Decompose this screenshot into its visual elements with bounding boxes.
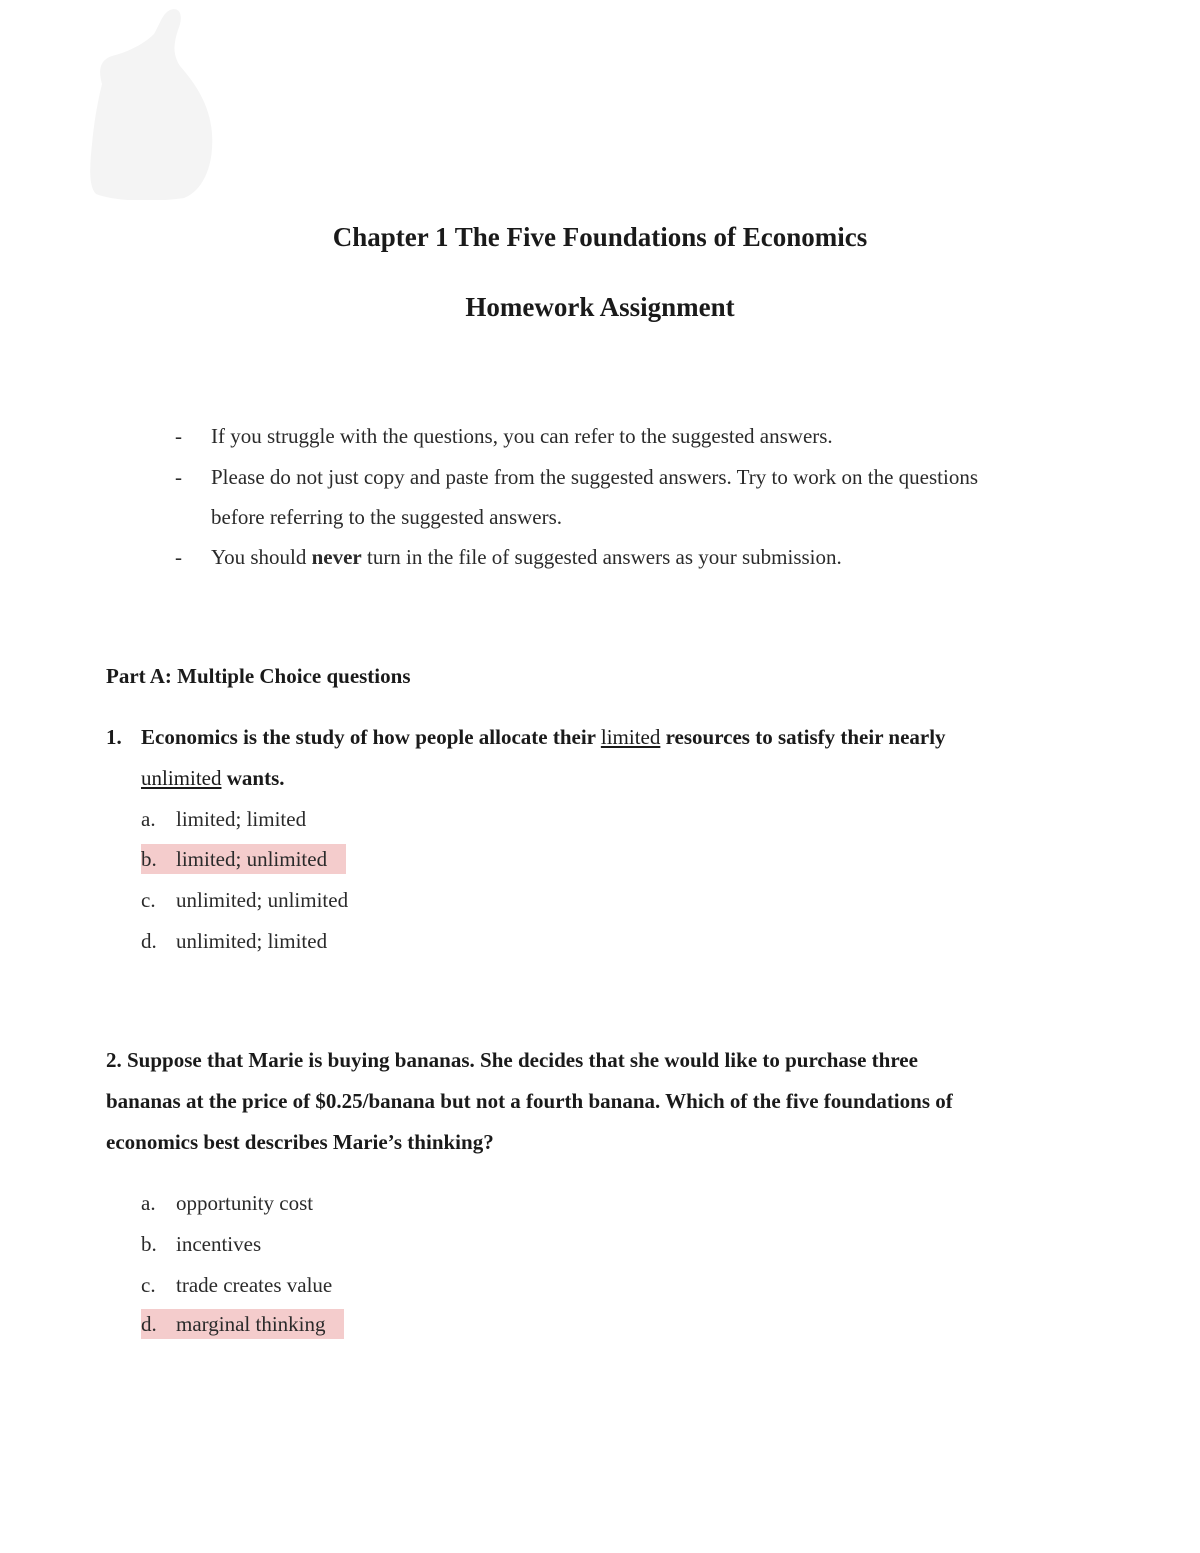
question-text-line: bananas at the price of $0.25/banana but not a fourth banana. Which of the five foundations of <box>106 1089 953 1113</box>
list-dash: - <box>175 424 182 448</box>
answer-option-highlighted[interactable] <box>141 844 346 874</box>
watermark-hand-graphic <box>88 4 218 200</box>
note-item <box>175 457 1095 537</box>
option-text: trade creates value <box>176 1273 333 1297</box>
question-text-line <box>141 725 946 750</box>
answer-option[interactable] <box>141 926 327 956</box>
option-text: limited; limited <box>176 807 307 831</box>
list-dash: - <box>175 465 182 489</box>
section-heading: Part A: Multiple Choice questions <box>106 664 411 688</box>
question-text: Suppose that Marie is buying bananas. She decides that she would like to purchase three <box>127 1048 918 1072</box>
answer-option[interactable] <box>141 1270 332 1300</box>
list-dash: - <box>175 545 182 569</box>
question-text: Economics is the study of how people allocate their <box>141 725 601 749</box>
answer-option[interactable] <box>141 885 348 915</box>
option-letter: d. <box>141 1312 157 1336</box>
question-text: wants. <box>221 766 285 790</box>
note-emphasis: never <box>311 545 362 569</box>
option-letter: b. <box>141 1232 157 1256</box>
option-letter: c. <box>141 1273 156 1297</box>
note-text-line: Please do not just copy and paste from the suggested answers. Try to work on the questions <box>211 465 978 489</box>
answer-option[interactable] <box>141 1188 313 1218</box>
question-blank: limited <box>600 725 661 749</box>
question-number: 1. <box>106 725 122 749</box>
note-text <box>211 537 842 577</box>
note-text-after: turn in the file of suggested answers as your submission. <box>361 545 842 569</box>
note-text: If you struggle with the questions, you can refer to the suggested answers. <box>211 424 833 448</box>
document-subtitle: Homework Assignment <box>465 292 735 322</box>
note-item <box>175 416 1095 456</box>
question-text: resources to satisfy their nearly <box>660 725 946 749</box>
question-text-line <box>141 766 285 791</box>
answer-option[interactable] <box>141 1229 261 1259</box>
option-text: unlimited; limited <box>176 929 328 953</box>
option-text: incentives <box>176 1232 262 1256</box>
question-text-line <box>106 1048 918 1073</box>
option-text: marginal thinking <box>176 1312 326 1336</box>
option-letter: c. <box>141 888 156 912</box>
question-blank: unlimited <box>141 766 222 790</box>
option-letter: a. <box>141 807 156 831</box>
answer-option-highlighted[interactable] <box>141 1309 344 1339</box>
option-letter: d. <box>141 929 157 953</box>
option-letter: b. <box>141 847 157 871</box>
question-text-line: economics best describes Marie’s thinking? <box>106 1130 494 1154</box>
note-text-line: before referring to the suggested answers. <box>211 505 563 529</box>
answer-option[interactable] <box>141 804 306 834</box>
question-number: 2. <box>106 1048 122 1072</box>
note-item <box>175 537 1095 577</box>
option-text: limited; unlimited <box>176 847 328 871</box>
option-text: opportunity cost <box>176 1191 314 1215</box>
option-letter: a. <box>141 1191 156 1215</box>
note-text-before: You should <box>211 545 312 569</box>
document-title: Chapter 1 The Five Foundations of Economics <box>332 222 868 252</box>
option-text: unlimited; unlimited <box>176 888 349 912</box>
